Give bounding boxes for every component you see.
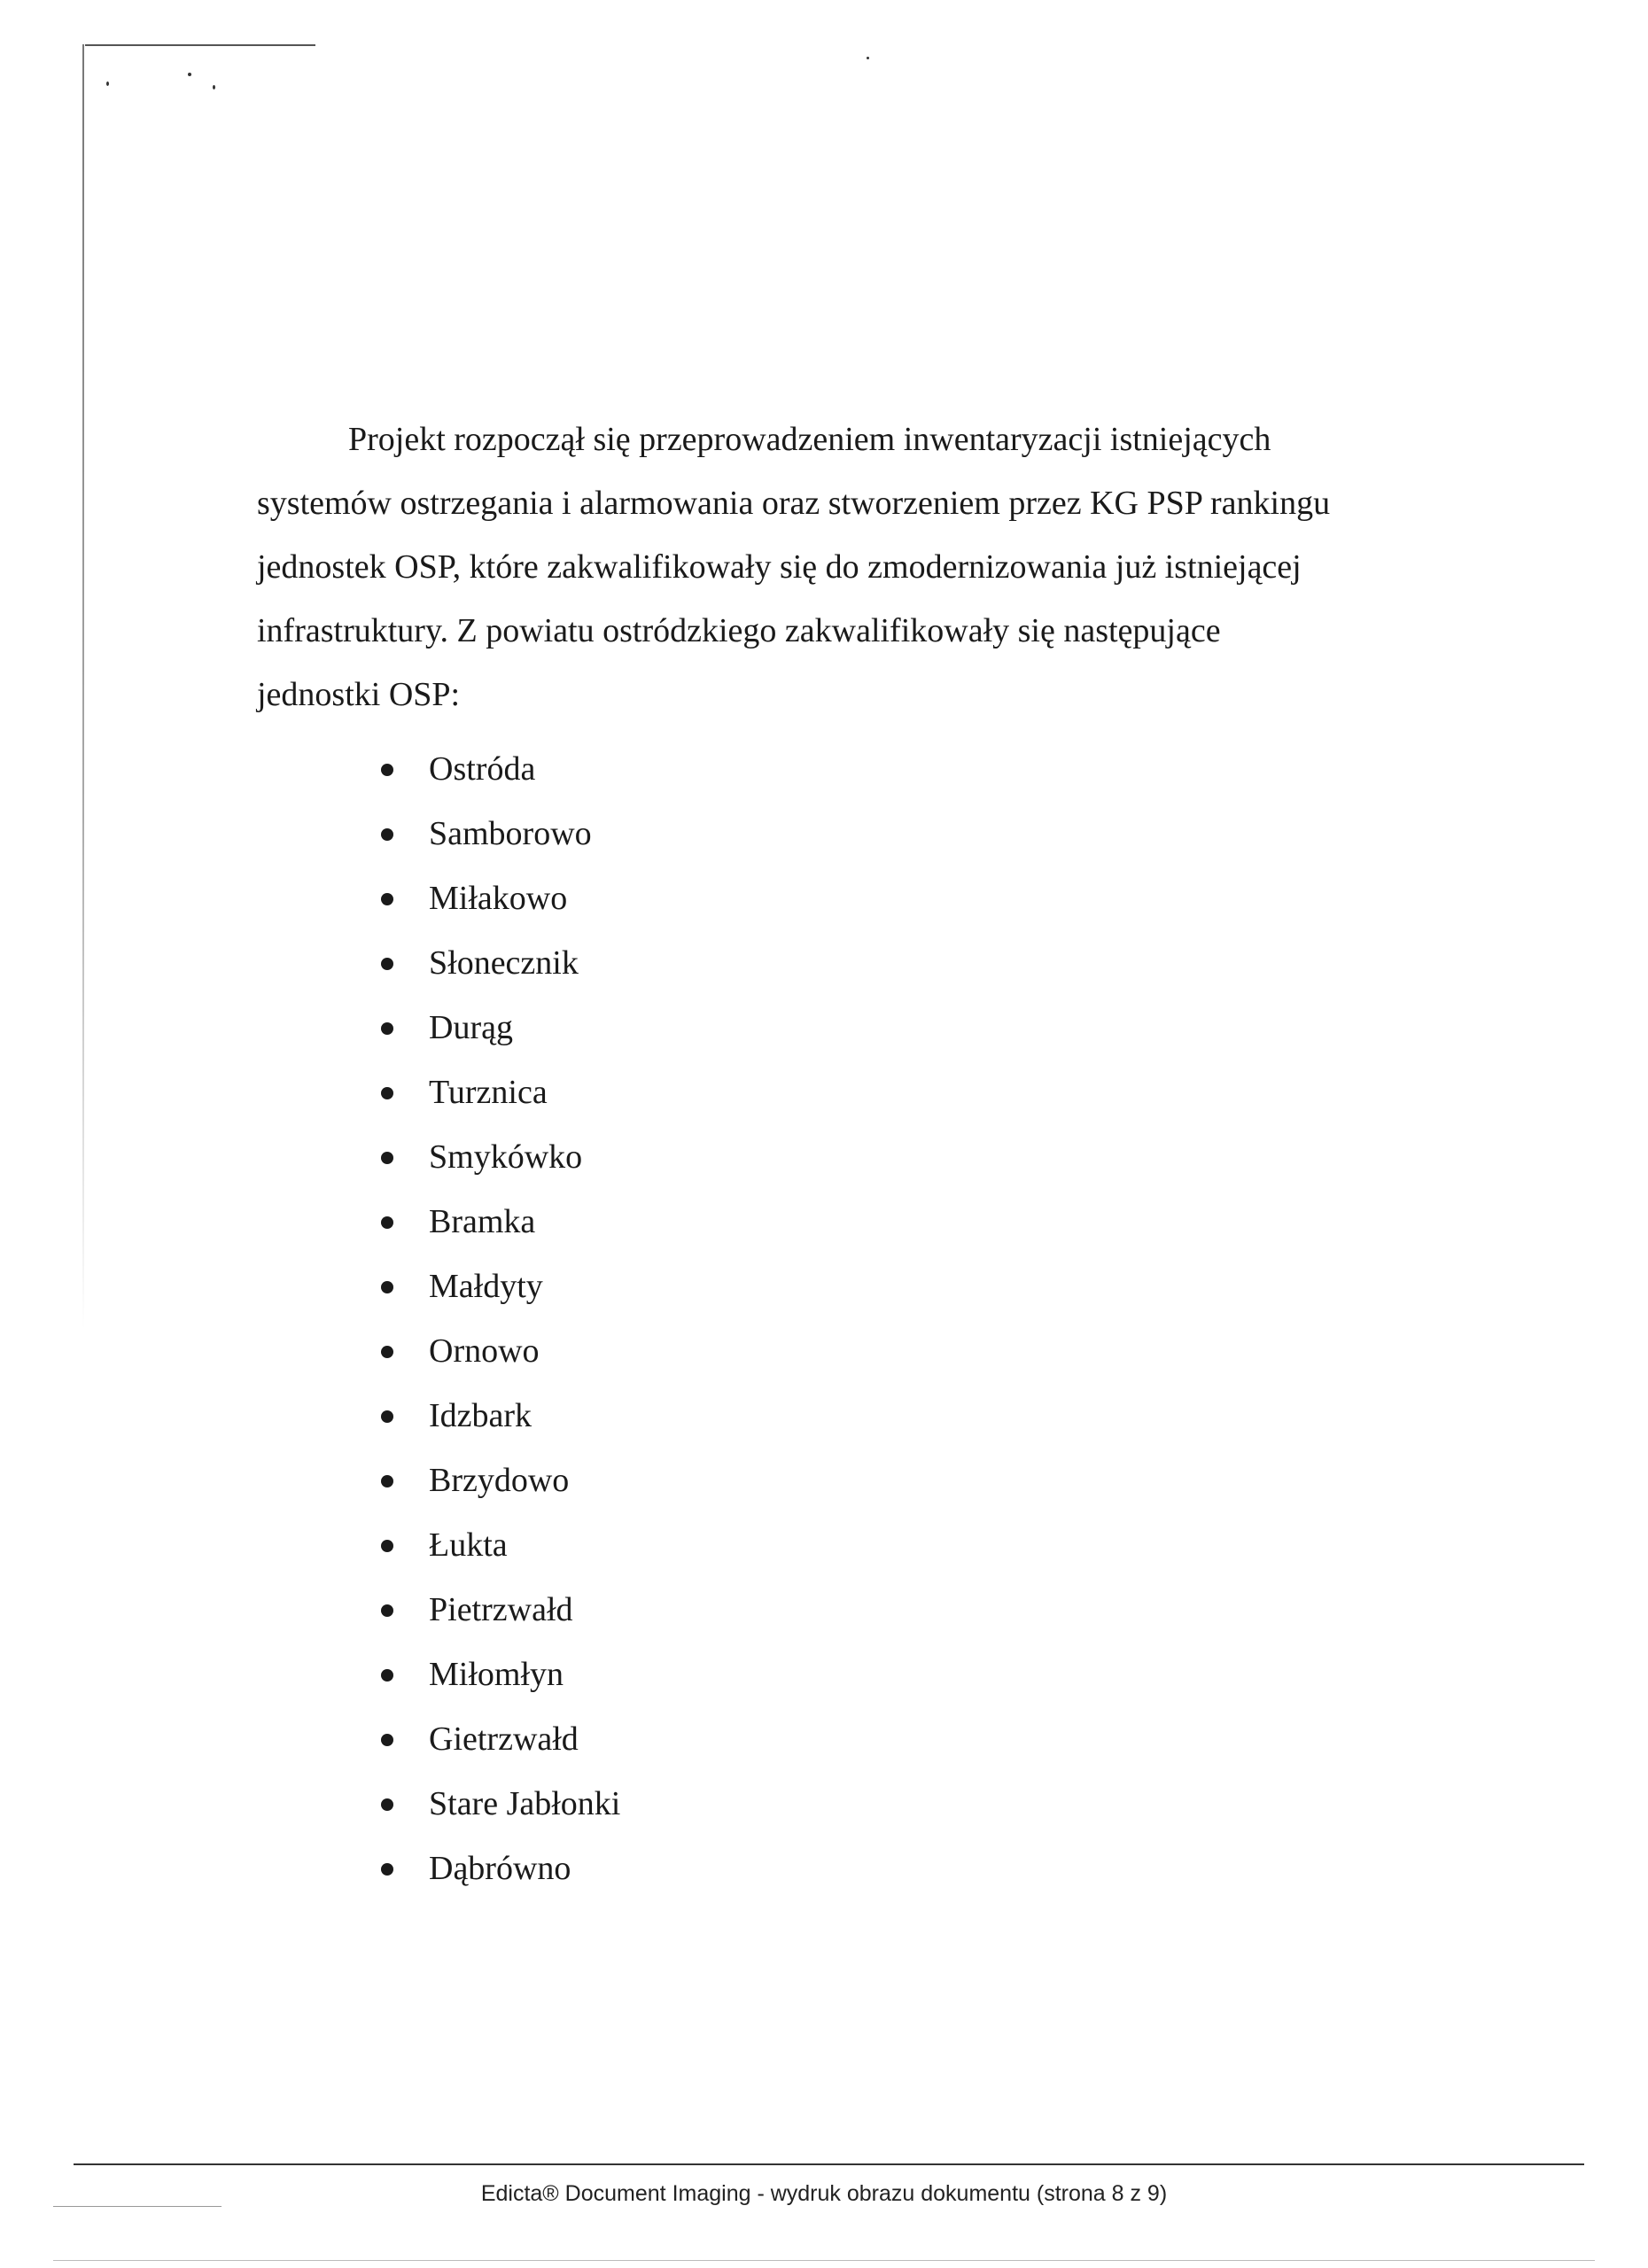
bullet-icon [381, 1087, 393, 1099]
paragraph-line: jednostek OSP, które zakwalifikowały się do zmodernizowania już istniejącej [257, 548, 1302, 586]
unit-name: Durąg [429, 1009, 513, 1046]
bullet-icon [381, 958, 393, 970]
list-item [381, 1643, 620, 1707]
list-item [381, 996, 620, 1060]
list-item [381, 1578, 620, 1643]
bullet-icon [381, 828, 393, 841]
list-item [381, 1254, 620, 1319]
bullet-icon [381, 1281, 393, 1293]
bullet-icon [381, 1540, 393, 1552]
bullet-icon [381, 1863, 393, 1876]
footer-caption: Edicta® Document Imaging - wydruk obrazu dokumentu (strona 8 z 9) [480, 2181, 1168, 2206]
list-item [381, 1707, 620, 1772]
bullet-icon [381, 1798, 393, 1811]
scan-speck [106, 82, 109, 86]
list-item [381, 1449, 620, 1513]
bullet-icon [381, 1152, 393, 1164]
bullet-icon [381, 1346, 393, 1358]
paragraph-line: systemów ostrzegania i alarmowania oraz stworzeniem przez KG PSP rankingu [257, 485, 1331, 522]
list-item [381, 1319, 620, 1384]
list-item [381, 1772, 620, 1837]
bullet-icon [381, 764, 393, 776]
bullet-icon [381, 1669, 393, 1682]
unit-name: Brzydowo [429, 1462, 570, 1499]
unit-name: Stare Jabłonki [429, 1785, 621, 1822]
list-item [381, 1837, 620, 1901]
unit-name: Pietrzwałd [429, 1591, 573, 1628]
unit-name: Ornowo [429, 1332, 540, 1370]
list-item [381, 866, 620, 931]
scan-border-left [82, 44, 84, 1329]
unit-name: Idzbark [429, 1397, 532, 1434]
list-item [381, 737, 620, 802]
bullet-icon [381, 893, 393, 905]
scan-speck [213, 85, 215, 89]
bullet-icon [381, 1475, 393, 1487]
unit-name: Małdyty [429, 1268, 543, 1305]
unit-name: Dąbrówno [429, 1850, 571, 1887]
scan-border-top [85, 44, 315, 46]
list-item [381, 1384, 620, 1449]
list-item [381, 1125, 620, 1190]
footer-divider [74, 2163, 1584, 2165]
paragraph-line: infrastruktury. Z powiatu ostródzkiego zakwalifikowały się następujące [257, 612, 1221, 649]
unit-name: Słonecznik [429, 944, 579, 982]
unit-name: Turznica [429, 1074, 548, 1111]
list-item [381, 1190, 620, 1254]
unit-name: Miłakowo [429, 880, 568, 917]
list-item [381, 802, 620, 866]
bullet-icon [381, 1604, 393, 1617]
bullet-icon [381, 1022, 393, 1035]
bullet-icon [381, 1410, 393, 1423]
unit-name: Ostróda [429, 750, 536, 788]
unit-name: Samborowo [429, 815, 592, 852]
scan-border-bottom [53, 2260, 1595, 2261]
unit-name: Łukta [429, 1526, 508, 1564]
paragraph-line: Projekt rozpoczął się przeprowadzeniem inwentaryzacji istniejących [348, 421, 1271, 458]
unit-name: Miłomłyn [429, 1656, 564, 1693]
unit-name: Smykówko [429, 1138, 583, 1176]
unit-name: Bramka [429, 1203, 536, 1240]
scan-speck [867, 57, 869, 59]
osp-units-list [381, 737, 620, 1901]
intro-paragraph [257, 408, 1426, 726]
unit-name: Gietrzwałd [429, 1720, 579, 1758]
list-item [381, 1513, 620, 1578]
bullet-icon [381, 1216, 393, 1229]
list-item [381, 1060, 620, 1125]
paragraph-line: jednostki OSP: [257, 676, 461, 713]
scan-speck [188, 73, 191, 76]
bullet-icon [381, 1734, 393, 1746]
list-item [381, 931, 620, 996]
